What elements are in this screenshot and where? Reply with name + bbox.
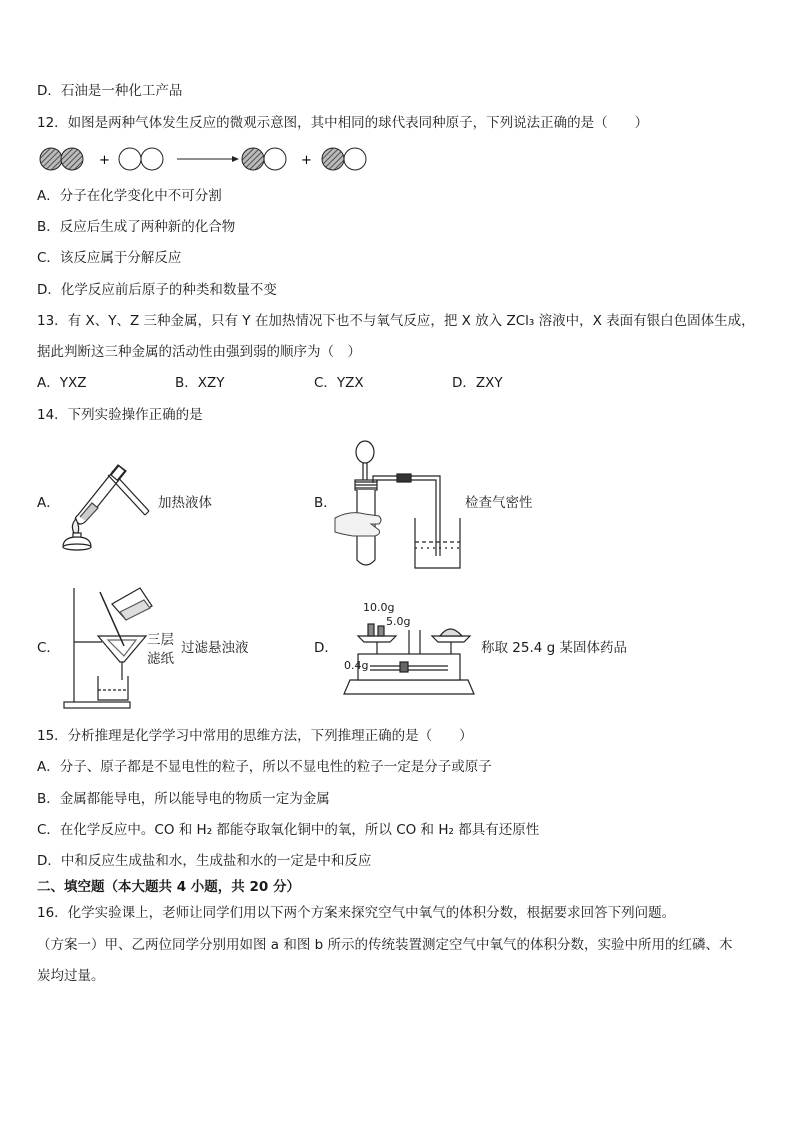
q13-stem-line1: 13．有 X、Y、Z 三种金属，只有 Y 在加热情况下也不与氧气反应，把 X 放入 ZCl₃ 溶液中，X 表面有银白色固体生成， xyxy=(37,313,755,329)
q13-option-c: C．YZX xyxy=(314,375,364,391)
reactant-molecule-1 xyxy=(40,148,83,170)
plus-sign-1: + xyxy=(99,153,110,168)
q13-option-b: B．XZY xyxy=(175,375,225,391)
q14-b-label: 检查气密性 xyxy=(465,495,533,511)
q14-d-weight-2: 5.0g xyxy=(386,615,411,628)
q12-option-b: B．反应后生成了两种新的化合物 xyxy=(37,219,236,235)
product-molecule-1 xyxy=(242,148,286,170)
q12-option-a: A．分子在化学变化中不可分割 xyxy=(37,188,222,204)
plus-sign-2: + xyxy=(301,153,312,168)
product-molecule-2 xyxy=(322,148,366,170)
reactant-molecule-2 xyxy=(119,148,163,170)
reaction-diagram xyxy=(37,144,377,174)
reaction-arrow xyxy=(177,156,239,162)
q12-stem: 12．如图是两种气体发生反应的微观示意图，其中相同的球代表同种原子，下列说法正确的是（ ） xyxy=(37,115,649,131)
q16-stem: 16．化学实验课上，老师让同学们用以下两个方案来探究空气中氧气的体积分数，根据要求回答下列问题。 xyxy=(37,905,676,921)
q15-option-a: A．分子、原子都是不显电性的粒子，所以不显电性的粒子一定是分子或原子 xyxy=(37,759,492,775)
q14-c-label: 过滤悬浊液 xyxy=(181,640,249,656)
q15-stem: 15．分析推理是化学学习中常用的思维方法，下列推理正确的是（ ） xyxy=(37,728,473,744)
filtration-illustration xyxy=(62,584,154,712)
q14-d-rider: 0.4g xyxy=(344,659,369,672)
q16-plan1-line2: 炭均过量。 xyxy=(37,968,105,984)
section-2-heading: 二、填空题（本大题共 4 小题，共 20 分） xyxy=(37,879,300,895)
q12-option-d: D．化学反应前后原子的种类和数量不变 xyxy=(37,282,277,298)
q14-d-weight-1: 10.0g xyxy=(363,601,395,614)
q15-option-b: B．金属都能导电，所以能导电的物质一定为金属 xyxy=(37,791,330,807)
q16-plan1-line1: （方案一）甲、乙两位同学分别用如图 a 和图 b 所示的传统装置测定空气中氧气的体积分数，实验中所用的红磷、木 xyxy=(37,937,733,953)
q12-option-c: C．该反应属于分解反应 xyxy=(37,250,182,266)
q11-option-d: D．石油是一种化工产品 xyxy=(37,83,183,99)
q13-option-d: D．ZXY xyxy=(452,375,503,391)
q14-c-letter: C． xyxy=(37,640,60,656)
q14-d-letter: D． xyxy=(314,640,338,656)
heating-liquid-illustration xyxy=(60,455,155,555)
q14-c-note-1: 三层 xyxy=(147,632,174,648)
q15-option-d: D．中和反应生成盐和水，生成盐和水的一定是中和反应 xyxy=(37,853,372,869)
q15-option-c: C．在化学反应中。CO 和 H₂ 都能夺取氧化铜中的氧，所以 CO 和 H₂ 都具有还原性 xyxy=(37,822,540,838)
q14-a-letter: A． xyxy=(37,495,60,511)
q14-stem: 14．下列实验操作正确的是 xyxy=(37,407,203,423)
q13-option-a: A．YXZ xyxy=(37,375,87,391)
balance-illustration xyxy=(340,594,478,698)
q14-d-label: 称取 25.4 g 某固体药品 xyxy=(481,640,628,656)
q14-a-label: 加热液体 xyxy=(158,495,212,511)
q14-c-note-2: 滤纸 xyxy=(147,651,174,667)
q14-b-letter: B． xyxy=(314,495,337,511)
airtightness-check-illustration xyxy=(335,438,465,573)
q13-stem-line2: 据此判断这三种金属的活动性由强到弱的顺序为（ ） xyxy=(37,344,361,360)
